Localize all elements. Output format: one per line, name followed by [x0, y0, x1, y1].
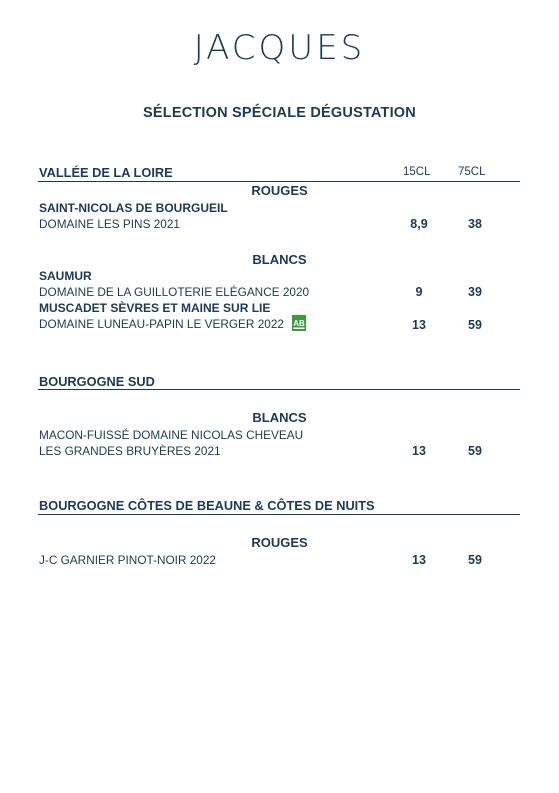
- category-blancs: BLANCS: [252, 252, 307, 267]
- price-75cl: 38: [468, 217, 482, 231]
- price-15cl: 13: [412, 444, 426, 458]
- section-divider: [38, 514, 520, 515]
- column-header-15cl: 15CL: [403, 166, 431, 178]
- price-15cl: 13: [412, 553, 426, 567]
- column-header-75cl: 75CL: [458, 166, 486, 178]
- wine-detail: LES GRANDES BRUYÈRES 2021: [39, 444, 221, 458]
- section-divider: [38, 389, 520, 390]
- page-title: SÉLECTION SPÉCIALE DÉGUSTATION: [143, 105, 416, 121]
- wine-detail: DOMAINE LUNEAU-PAPIN LE VERGER 2022: [39, 317, 284, 332]
- wine-detail: DOMAINE DE LA GUILLOTERIE ELÉGANCE 2020: [39, 285, 310, 299]
- category-rouges: ROUGES: [251, 183, 308, 198]
- price-75cl: 59: [468, 553, 482, 567]
- price-15cl: 8,9: [410, 217, 428, 231]
- wine-name: SAUMUR: [39, 269, 92, 283]
- category-rouges: ROUGES: [251, 535, 308, 550]
- price-75cl: 59: [468, 318, 482, 332]
- price-15cl: 9: [415, 285, 423, 299]
- brand-logo: JACQUES: [193, 28, 366, 68]
- section-divider: [38, 181, 520, 182]
- region-heading-bourgogne-sud: BOURGOGNE SUD: [39, 374, 155, 389]
- wine-name: MUSCADET SÈVRES ET MAINE SUR LIE: [39, 301, 271, 315]
- price-75cl: 59: [468, 444, 482, 458]
- wine-detail-row: [39, 317, 306, 333]
- wine-detail: MACON-FUISSÉ DOMAINE NICOLAS CHEVEAU: [39, 428, 304, 442]
- price-75cl: 39: [468, 285, 482, 299]
- region-heading-bourgogne-cotes: BOURGOGNE CÔTES DE BEAUNE & CÔTES DE NUITS: [39, 498, 375, 513]
- wine-detail: DOMAINE LES PINS 2021: [39, 217, 180, 231]
- ab-organic-icon: [292, 315, 306, 331]
- price-15cl: 13: [412, 318, 426, 332]
- wine-name: SAINT-NICOLAS DE BOURGUEIL: [39, 201, 228, 215]
- category-blancs: BLANCS: [252, 410, 307, 425]
- wine-detail: J-C GARNIER PINOT-NOIR 2022: [39, 553, 216, 567]
- region-heading-loire: VALLÉE DE LA LOIRE: [39, 165, 173, 180]
- ab-badge-text: AB: [293, 319, 305, 328]
